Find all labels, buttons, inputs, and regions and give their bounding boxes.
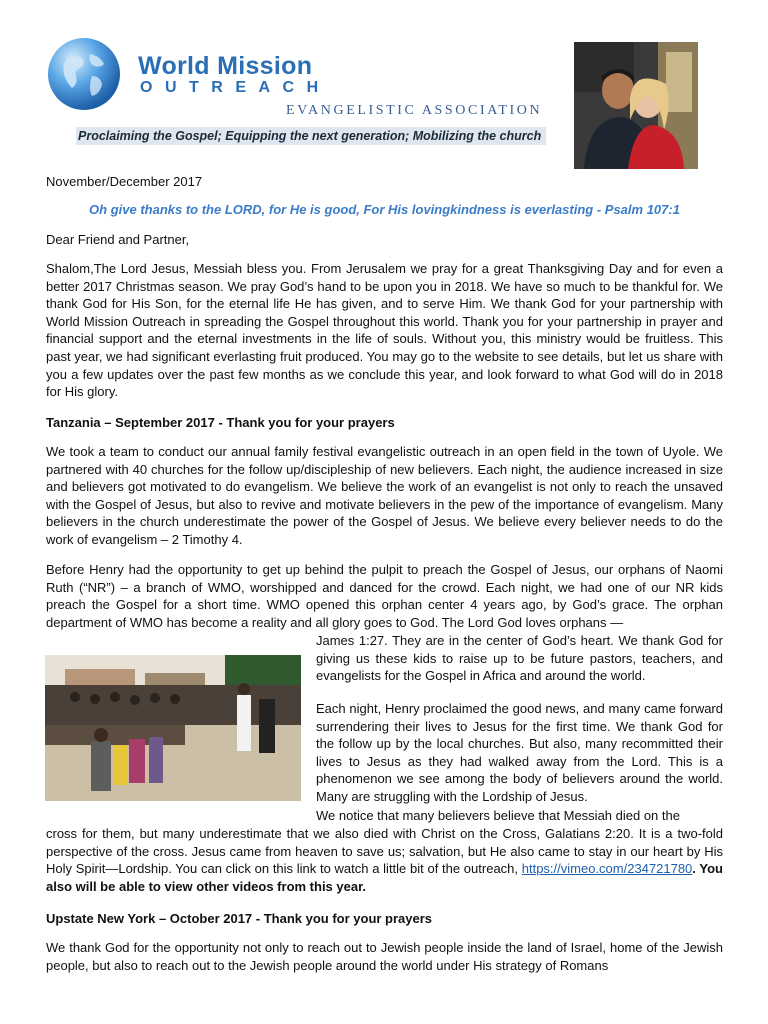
- vimeo-link[interactable]: https://vimeo.com/234721780: [521, 861, 693, 877]
- new-york-paragraph-1: We thank God for the opportunity not only to reach out to Jewish people inside the land of Israel, home of the Jewish people, but also to reach out to the Jewish people around the world under His strategy of Romans: [46, 940, 723, 973]
- tanzania-paragraph-3-line: We notice that many believers believe that Messiah died on the: [316, 808, 680, 823]
- tanzania-paragraph-3-wrap: Each night, Henry proclaimed the good news, and many came forward surrendering their lives to Jesus for the first time. We thank God for the follow up by the local churches. But also, many recommitted their lives to Jesus as they had walked away from the Lord. This is a phenomenon we see among the body of believers around the world. Many are struggling with the Lordship of Jesus.: [316, 701, 723, 804]
- tanzania-paragraph-3: [46, 825, 723, 895]
- founders-photo: [574, 42, 698, 169]
- letter-date: November/December 2017: [46, 174, 203, 189]
- greeting: Dear Friend and Partner,: [46, 232, 190, 247]
- tanzania-paragraph-2: Before Henry had the opportunity to get up behind the pulpit to preach the Gospel of Jesus, our orphans of Naomi Ruth (“NR”) – a branch of WMO, worshipped and danced for the crowd. Each night, we had one of our NR kids preach the Gospel for a short time. WMO opened this orphan center 4 years ago, by God’s grace. The orphan department of WMO has become a reality and all glory goes to God. The Lord God loves orphans —: [46, 562, 723, 630]
- org-association: EVANGELISTIC ASSOCIATION: [286, 103, 543, 118]
- tanzania-paragraph-1: We took a team to conduct our annual family festival evangelistic outreach in an open field in the town of Uyole. We partnered with 40 churches for the follow up/discipleship of new believers. Each night, the audience increased in size and believers got motivated to do evangelism. We believe the work of an evangelist is not only to reach the unsaved with the Gospel of Jesus, but also to revive and motivate believers in the pew of the importance of evangelism. Many believers in the church underestimate the power of the Gospel of Jesus. We believe every believer needs to do the work of evangelism – 2 Timothy 4.: [46, 444, 723, 547]
- tagline: Proclaiming the Gospel; Equipping the next generation; Mobilizing the church: [76, 127, 546, 145]
- section-heading-tanzania: Tanzania – September 2017 - Thank you for your prayers: [46, 415, 395, 430]
- intro-paragraph: Shalom,The Lord Jesus, Messiah bless you. From Jerusalem we pray for a great Thanksgiving Day and for even a better 2017 Christmas season. We pray God’s hand to be upon you in 2018. We have so much to be thankful for. We thank God for His Son, for the eternal life He has given, and to serve Him. We thank God for your partnership with World Mission Outreach in spreading the Gospel throughout this world. Thank you for your partnership in prayer and financial support and the eternal investments in the life of souls. Without you, this ministry would be fruitless. This past year, we had significant everlasting fruit produced. You may go to the website to see details, but let us share with you a few updates over the past few months as we conclude this year, and look forward to what God will do in 2018 for His glory.: [46, 261, 723, 400]
- tanzania-paragraph-2-wrap: James 1:27. They are in the center of God’s heart. We thank God for giving us these kids to raise up to be future pastors, teachers, and evangelists for the Gospel in Africa and around the world.: [316, 633, 723, 684]
- org-name: World Mission: [138, 52, 313, 80]
- section-heading-new-york: Upstate New York – October 2017 - Thank you for your prayers: [46, 911, 433, 926]
- tanzania-paragraph-3-text: cross for them, but many underestimate that we also died with Christ on the Cross, Galatians 2:20. It is a two-fold perspective of the cross. Jesus came from heaven to save us; salvation, but He also came to stay in our heart by His Holy Spirit—Lordship. You can click on this link to watch a little bit of the outreach,: [46, 826, 723, 877]
- scripture-verse: Oh give thanks to the LORD, for He is good, For His lovingkindness is everlasting - Psalm 107:1: [89, 202, 680, 217]
- tanzania-paragraph-3-end: . You also will be able to view other videos from this year.: [46, 861, 723, 894]
- outreach-crowd-photo: [45, 655, 301, 801]
- org-outreach: OUTREACH: [140, 79, 331, 96]
- globe-logo-icon: [46, 36, 122, 112]
